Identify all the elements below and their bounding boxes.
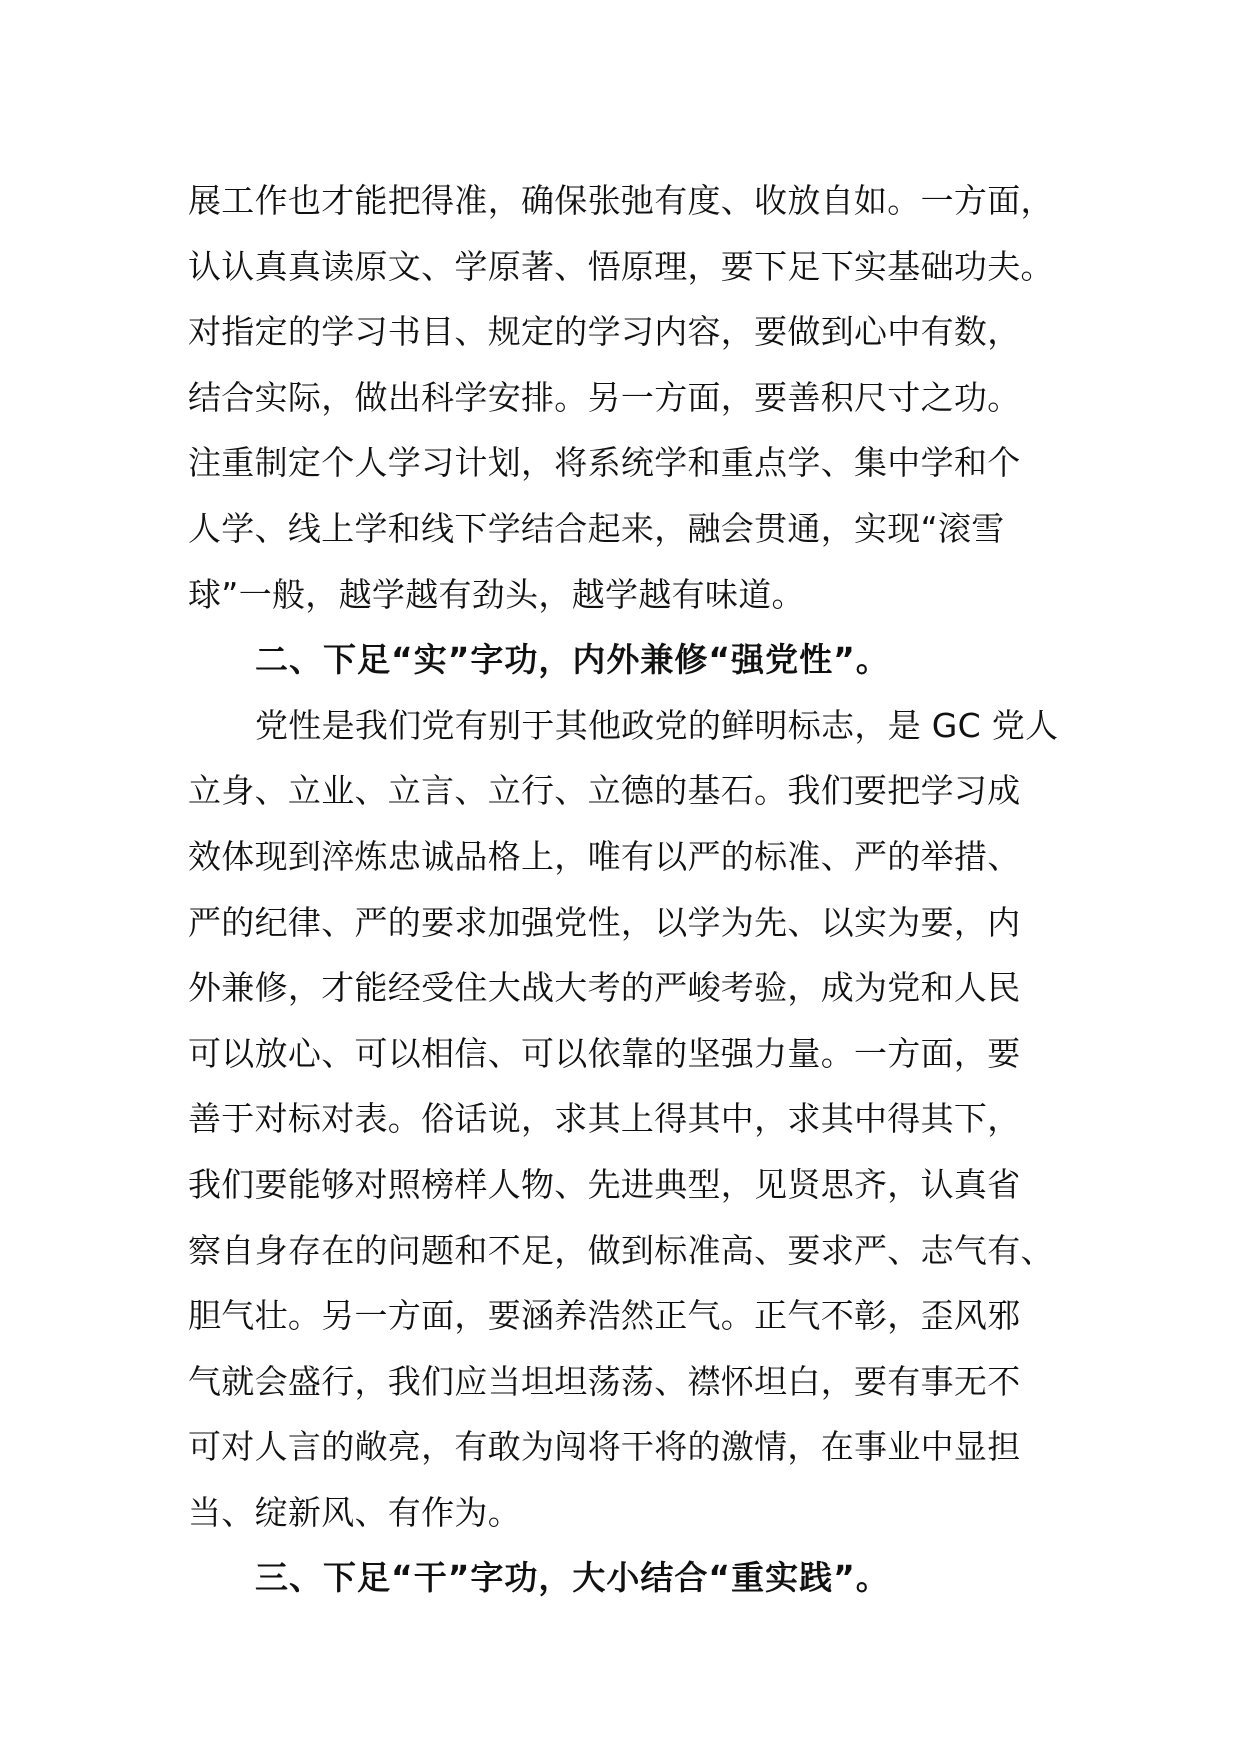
text-line: 可以放心、可以相信、可以依靠的坚强力量。一方面，要 xyxy=(188,1033,1021,1073)
document-body xyxy=(188,168,1068,1611)
text-line: 当、绽新风、有作为。 xyxy=(188,1492,521,1532)
text-line: 可对人言的敞亮，有敢为闯将干将的激情，在事业中显担 xyxy=(188,1427,1021,1467)
text-line: 外兼修，才能经受住大战大考的严峻考验，成为党和人民 xyxy=(188,968,1021,1008)
text-line: 结合实际，做出科学安排。另一方面，要善积尺寸之功。 xyxy=(188,377,1021,417)
text-line: 我们要能够对照榜样人物、先进典型，见贤思齐，认真省 xyxy=(188,1164,1021,1204)
section-heading-2: 二、下足“实”字功，内外兼修“强党性”。 xyxy=(255,640,890,680)
text-line: 胆气壮。另一方面，要涵养浩然正气。正气不彰，歪风邪 xyxy=(188,1296,1021,1336)
text-line: 人学、线上学和线下学结合起来，融会贯通，实现“滚雪 xyxy=(188,508,1005,548)
text-line: 立身、立业、立言、立行、立德的基石。我们要把学习成 xyxy=(188,771,1021,811)
section-heading-3: 三、下足“干”字功，大小结合“重实践”。 xyxy=(255,1558,890,1598)
text-line: 严的纪律、严的要求加强党性，以学为先、以实为要，内 xyxy=(188,902,1021,942)
text-line: 效体现到淬炼忠诚品格上，唯有以严的标准、严的举措、 xyxy=(188,836,1021,876)
paragraph-section-2 xyxy=(188,693,1068,1546)
text-line: 党性是我们党有别于其他政党的鲜明标志，是 GC 党人 xyxy=(255,705,1059,745)
text-line: 气就会盛行，我们应当坦坦荡荡、襟怀坦白，要有事无不 xyxy=(188,1361,1021,1401)
text-line: 展工作也才能把得准，确保张弛有度、收放自如。一方面， xyxy=(188,181,1054,220)
paragraph-continued xyxy=(188,168,1068,627)
text-line: 球”一般，越学越有劲头，越学越有味道。 xyxy=(188,574,805,614)
text-line: 对指定的学习书目、规定的学习内容，要做到心中有数， xyxy=(188,312,1021,352)
text-line: 善于对标对表。俗话说，求其上得其中，求其中得其下， xyxy=(188,1099,1021,1139)
text-line: 注重制定个人学习计划，将系统学和重点学、集中学和个 xyxy=(188,443,1021,483)
text-line: 察自身存在的问题和不足，做到标准高、要求严、志气有、 xyxy=(188,1230,1054,1270)
text-line: 认认真真读原文、学原著、悟原理，要下足下实基础功夫。 xyxy=(188,246,1054,286)
